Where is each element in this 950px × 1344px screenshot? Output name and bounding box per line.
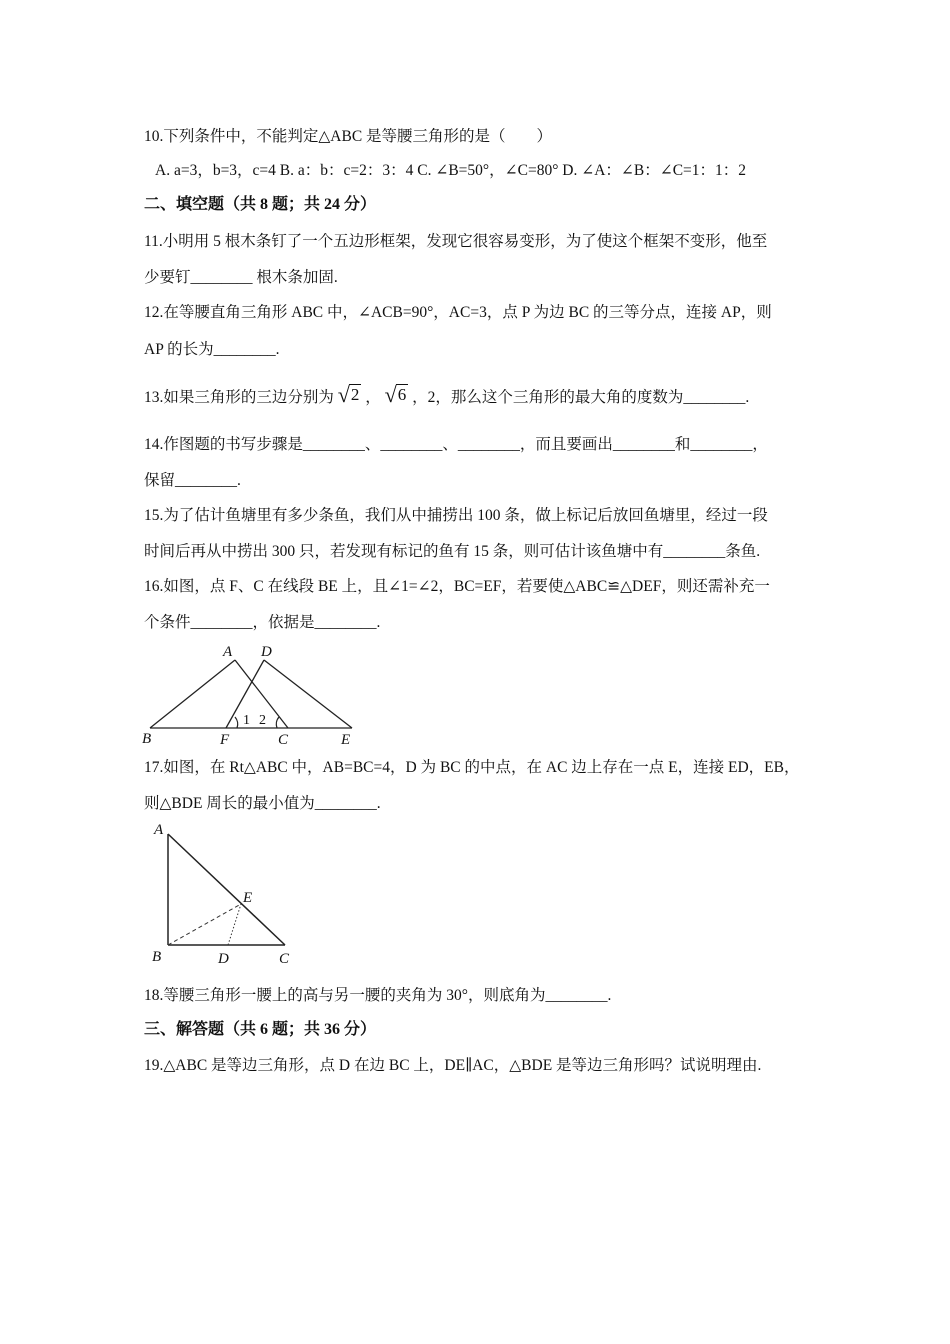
section-2-title: 二、填空题（共 8 题；共 24 分） xyxy=(144,196,377,213)
label-D: D xyxy=(261,644,272,660)
label-B: B xyxy=(142,731,152,747)
segment-BE-dashed xyxy=(168,904,241,945)
sqrt-6: √6 xyxy=(384,382,407,407)
label-E: E xyxy=(243,890,253,906)
q13-post: ，2，那么这个三角形的最大角的度数为________. xyxy=(412,389,750,406)
q19-line1: 19.△ABC 是等边三角形，点 D 在边 BC 上，DE∥AC，△BDE 是等边三角形吗？试说明理由. xyxy=(144,1057,762,1074)
segment-DE xyxy=(264,660,352,728)
angle-1-arc xyxy=(235,717,238,728)
q16-line1: 16.如图，点 F、C 在线段 BE 上，且∠1=∠2，BC=EF，若要使△ABC≌△DEF，则还需补充一 xyxy=(144,578,770,595)
q17-line1: 17.如图，在 Rt△ABC 中，AB=BC=4，D 为 BC 的中点，在 AC 边上存在一点 E，连接 ED，EB， xyxy=(144,759,800,776)
q10-options: A. a=3，b=3，c=4 B. a：b：c=2：3：4 C. ∠B=50°，∠C=80° D. ∠A：∠B：∠C=1：1：2 xyxy=(155,162,747,179)
sqrt-6-radicand: 6 xyxy=(397,385,407,404)
label-D: D xyxy=(218,951,229,967)
label-B: B xyxy=(152,949,162,965)
label-F: F xyxy=(220,732,230,748)
sqrt-2-radicand: 2 xyxy=(350,385,360,404)
label-C: C xyxy=(278,732,289,748)
q12-line1: 12.在等腰直角三角形 ABC 中，∠ACB=90°，AC=3，点 P 为边 BC 的三等分点，连接 AP，则 xyxy=(144,304,772,321)
q15-line1: 15.为了估计鱼塘里有多少条鱼，我们从中捕捞出 100 条，做上标记后放回鱼塘里，经过一段 xyxy=(144,507,768,524)
q18-line1: 18.等腰三角形一腰上的高与另一腰的夹角为 30°，则底角为________. xyxy=(144,987,612,1004)
label-E: E xyxy=(341,732,351,748)
q11-line1: 11.小明用 5 根木条钉了一个五边形框架，发现它很容易变形，为了使这个框架不变形，他至 xyxy=(144,233,768,250)
q14-line1: 14.作图题的书写步骤是________、________、________，而且要画出________和________， xyxy=(144,436,768,453)
segment-AC xyxy=(168,834,285,945)
q13-pre: 13.如果三角形的三边分别为 xyxy=(144,389,334,406)
q13-line xyxy=(144,382,750,408)
q13-sep: ， xyxy=(365,389,381,406)
angle-2-arc xyxy=(276,717,279,728)
q17-figure xyxy=(140,818,310,968)
sqrt-2: √2 xyxy=(337,382,360,407)
q12-line2: AP 的长为________. xyxy=(144,341,280,358)
segment-AB xyxy=(150,660,235,728)
q17-line2: 则△BDE 周长的最小值为________. xyxy=(144,795,381,812)
q10-stem: 10.下列条件中，不能判定△ABC 是等腰三角形的是（ ） xyxy=(144,128,553,145)
section-3-title: 三、解答题（共 6 题；共 36 分） xyxy=(144,1021,377,1038)
label-A: A xyxy=(223,644,233,660)
q14-line2: 保留________. xyxy=(144,472,241,489)
label-C: C xyxy=(279,951,290,967)
label-A: A xyxy=(154,822,164,838)
q11-line2: 少要钉________ 根木条加固. xyxy=(144,269,338,286)
q16-figure xyxy=(140,640,370,750)
q16-line2: 个条件________，依据是________. xyxy=(144,614,381,631)
label-angle-2: 2 xyxy=(259,713,266,728)
label-angle-1: 1 xyxy=(243,713,250,728)
q15-line2: 时间后再从中捞出 300 只，若发现有标记的鱼有 15 条，则可估计该鱼塘中有________条鱼. xyxy=(144,543,761,560)
